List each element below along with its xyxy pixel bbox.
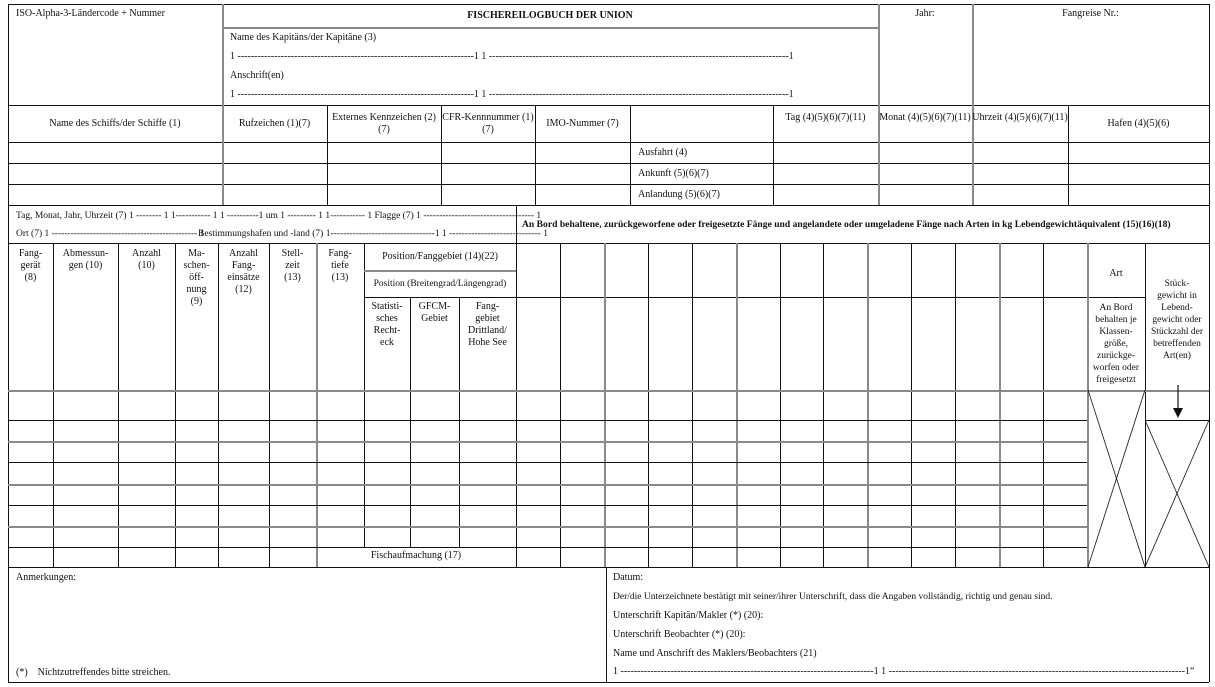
gfcm-area-header: GFCM- Gebiet bbox=[418, 301, 451, 324]
cfr-header: CFR-Kennnummer (1)(7) bbox=[442, 112, 534, 135]
month-header: Monat (4)(5)(6)(7)(11) bbox=[879, 112, 971, 123]
landing-label: Anlandung (5)(6)(7) bbox=[638, 189, 720, 200]
transship-datetime-field[interactable]: Tag, Monat, Jahr, Uhrzeit (7) 1 -------- 1 1----------- 1 1 ----------1 um 1 --------- 1 1----------- 1 Flagge (7) 1 ----------------------------------- 1 bbox=[16, 211, 542, 221]
dimensions-header: Abmessun- gen (10) bbox=[62, 248, 109, 271]
position-area-header: Position/Fanggebiet (14)(22) bbox=[382, 251, 498, 262]
weight-header: Stück- gewicht in Lebend- gewicht oder Stückzahl der betreffenden Art(en) bbox=[1151, 279, 1203, 361]
soak-time-header: Stell- zeit (13) bbox=[281, 248, 304, 283]
species-header: Art bbox=[1109, 268, 1123, 279]
position-latlon-header: Position (Breitengrad/Längengrad) bbox=[373, 279, 507, 289]
vessel-name-header: Name des Schiffs/der Schiffe (1) bbox=[49, 118, 181, 129]
arrival-label: Ankunft (5)(6)(7) bbox=[638, 168, 709, 179]
form-title: FISCHEREILOGBUCH DER UNION bbox=[467, 10, 633, 21]
mesh-size-header: Ma- schen- öff- nung (9) bbox=[183, 248, 210, 307]
trip-number-label: Fangreise Nr.: bbox=[1062, 8, 1119, 19]
stat-rectangle-header: Statisti- sches Recht- eck bbox=[371, 301, 403, 348]
address-label: Anschrift(en) bbox=[230, 70, 284, 81]
year-label: Jahr: bbox=[915, 8, 935, 19]
address-field[interactable]: 1 -----------------------------------------------------------------------1 1 ------------------------------------------------------------------------------------------1 bbox=[230, 89, 794, 100]
departure-label: Ausfahrt (4) bbox=[638, 147, 688, 158]
remarks-field[interactable] bbox=[10, 586, 604, 666]
fishing-depth-header: Fang- tiefe (13) bbox=[328, 248, 352, 283]
number-header: Anzahl (10) bbox=[132, 248, 161, 271]
external-id-header: Externes Kennzeichen (2)(7) bbox=[332, 112, 436, 135]
fishing-ops-header: Anzahl Fang- einsätze (12) bbox=[227, 248, 260, 295]
captain-name-field[interactable]: 1 -----------------------------------------------------------------------1 1 ------------------------------------------------------------------------------------------1 bbox=[230, 51, 794, 62]
remarks-label: Anmerkungen: bbox=[16, 572, 76, 583]
catch-heading: An Bord behaltene, zurückgeworfene oder freigesetzte Fänge und angelandete oder umgeladene Fänge nach Arten in kg Lebendgewichtäquivalent (15)(16)(18) bbox=[522, 219, 1171, 230]
observer-signature-label: Unterschrift Beobachter (*) (20): bbox=[613, 629, 746, 640]
destination-port-field[interactable]: Bestimmungshafen und -land (7) 1---------------------------------1 1 ----------------------------- 1 bbox=[198, 229, 548, 239]
gear-header: Fang- gerät (8) bbox=[18, 248, 43, 283]
declaration-text: Der/die Unterzeichnete bestätigt mit seiner/ihrer Unterschrift, dass die Angaben vollständig, richtig und genau sind. bbox=[613, 592, 1053, 602]
retained-header: An Bord behalten je Klassen- größe, zurückge- worfen oder freigesetzt bbox=[1092, 303, 1140, 385]
presentation-label: Fischaufmachung (17) bbox=[370, 550, 462, 561]
imo-header: IMO-Nummer (7) bbox=[546, 118, 619, 129]
captain-label: Name des Kapitäns/der Kapitäne (3) bbox=[230, 32, 377, 43]
date-label: Datum: bbox=[613, 572, 643, 583]
third-country-area-header: Fang- gebiet Drittland/ Hohe See bbox=[468, 301, 507, 348]
call-sign-header: Rufzeichen (1)(7) bbox=[238, 118, 311, 129]
footnote: (*) Nichtzutreffendes bitte streichen. bbox=[16, 667, 171, 678]
port-header: Hafen (4)(5)(6) bbox=[1107, 118, 1170, 129]
down-arrow-icon bbox=[1173, 385, 1183, 418]
day-header: Tag (4)(5)(6)(7)(11) bbox=[785, 112, 866, 123]
agent-name-field[interactable]: 1 ----------------------------------------------------------------------------1 1 -----------------------------------------------------------------------------------------1“ bbox=[613, 666, 1195, 677]
time-header: Uhrzeit (4)(5)(6)(7)(11) bbox=[972, 112, 1068, 123]
master-signature-label: Unterschrift Kapitän/Makler (*) (20): bbox=[613, 610, 764, 621]
agent-label: Name und Anschrift des Maklers/Beobachters (21) bbox=[613, 648, 817, 659]
country-code-label: ISO-Alpha-3-Ländercode + Nummer bbox=[16, 8, 165, 19]
transship-place-field[interactable]: Ort (7) 1 ---------------------------------------------- 1 bbox=[16, 229, 205, 239]
